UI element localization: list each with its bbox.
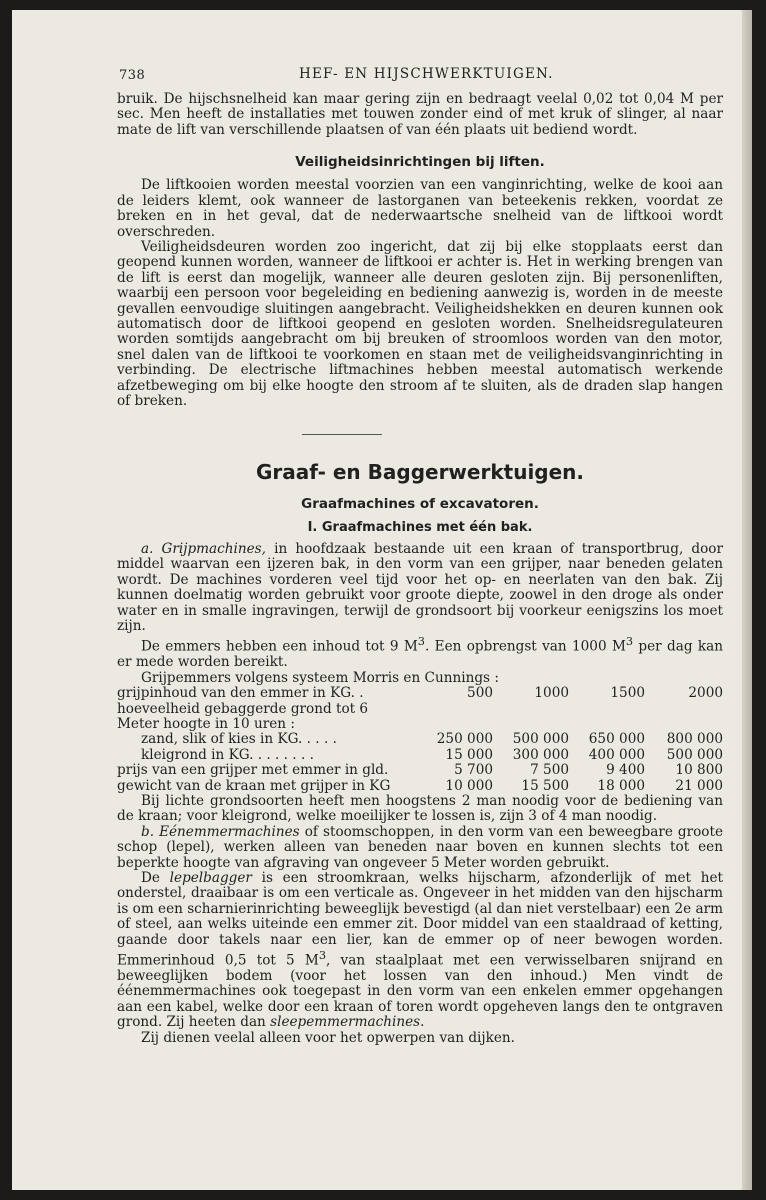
- single-bucket-paragraph: b. Eénemmermachines of stoomschoppen, in den vorm van een beweegbare groote schop (lepel), werken alleen van beneden naar boven en kunnen slechts tot een beperkte hoogte van afgraving van ongeveer 5 Meter worden gebruikt.: [117, 823, 724, 871]
- safety-heading: Veiligheidsinrichtingen bij liften.: [295, 154, 545, 170]
- page-spine-edge: [742, 10, 752, 1190]
- section-subtitle: Graafmachines of excavatoren.: [301, 496, 539, 512]
- final-line: Zij dienen veelal alleen voor het opwerpen van dijken.: [141, 1029, 515, 1046]
- drag-bucket-term: sleepemmermachines: [270, 1014, 421, 1031]
- section-title: Graaf- en Baggerwerktuigen.: [255, 460, 585, 484]
- table-row: zand, slik of kies in KG. . . . . 250 000 500 000 650 000 800 000: [141, 731, 723, 748]
- dredger-paragraph: De lepelbagger is een stroomkraan, welks hijscharm, afzonderlijk of met het onderstel, draaibaar is om een verticale as. Ongeveer in het midden van den hijscharm is om een scharnierinrichting beweeglijk bevestigd (al dan niet verstelbaar) een 2e arm of steel, aan welks uiteinde een emmer zit. Door middel van een staaldraad of ketting, gaande door takels naar een lier, kan de emmer op of neer bewogen worden. Emmerinhoud 0,5 tot 5 $M^3$, van staalplaat met een verwisselbaren snijrand en beweeglijken bodem (voor het lossen van den inhoud.) Men vindt de éénemmermachines ook toegepast in den vorm van een enkelen emmer opgehangen aan een kabel, welke door een kraan of toren wordt opgeheven langs den te ontgraven grond. Zij heeten dan sleepemmermachines.: [117, 870, 724, 1031]
- safety-paragraph-2: Veiligheidsdeuren worden zoo ingericht, dat zij bij elke stopplaats eerst dan geopend kunnen worden, wanneer de liftkooi er achter is. Het in werking brengen van de lift is eerst dan mogelijk, wanneer alle deuren gesloten zijn. Bij personenliften, waarbij een persoon voor begeleiding en bediening aanwezig is, worden in de meeste gevallen eenvoudige sluitingen aangebracht. Veiligheidshekken en deuren kunnen ook automatisch door de liftkooi geopend en gesloten worden. Snelheidsregulateuren worden somtijds aangebracht om bij breuken of stroomloos worden van den motor, snel dalen van de liftkooi te voorkomen en staan met de veiligheidsvanginrichting in verbinding. De electrische liftmachines hebben meestal automatisch werkende afzetbeweging om bij elke hoogte den stroom af te sluiten, als de draden slap hangen of breken.: [117, 239, 723, 410]
- lift-speed-paragraph: bruik. De hijschsnelheid kan maar gering zijn en bedraagt veelal 0,02 tot 0,04 M per sec. Men heeft de installaties met touwen zonder eind of met kruk of slinger, al naar mate de lift van verschillende plaatsen of van één plaats uit bediend wordt.: [117, 91, 723, 138]
- grab-label: a. Grijpmachines,: [141, 541, 266, 557]
- table-row: gewicht van de kraan met grijper in KG 10 000 15 500 18 000 21 000: [117, 777, 723, 794]
- safety-section: [117, 153, 723, 410]
- table-row: grijpinhoud van den emmer in KG. . 500 1000 1500 2000: [117, 685, 723, 702]
- table-row: prijs van een grijper met emmer in gld. 5 700 7 500 9 400 10 800: [117, 762, 723, 779]
- dredger-term: lepelbagger: [169, 870, 252, 887]
- page-header: [117, 62, 723, 86]
- running-title: HEF- EN HIJSCHWERKTUIGEN.: [299, 66, 554, 82]
- single-bucket-label: b. Eénemmermachines: [141, 823, 300, 840]
- book-page: [12, 10, 752, 1190]
- table-intro: Grijpemmers volgens systeem Morris en Cunnings :: [141, 669, 499, 686]
- excavation-section: [117, 460, 723, 1046]
- subsection-title: I. Graafmachines met één bak.: [307, 520, 533, 535]
- table-row: hoeveelheid gebaggerde grond tot 6: [117, 700, 369, 717]
- section-divider: [302, 434, 382, 435]
- safety-paragraph-1: De liftkooien worden meestal voorzien van een vanginrichting, welke de kooi aan de leiders klemt, ook wanneer de lastorganen van beteekenis rekken, voordat ze breken en in het geval, dat de nederwaartsche snelheid van de liftkooi wordt overschreden.: [117, 177, 723, 240]
- table-row: Meter hoogte in 10 uren :: [117, 716, 295, 732]
- page-number: 738: [119, 68, 146, 83]
- table-row: kleigrond in KG. . . . . . . . 15 000 300 000 400 000 500 000: [141, 746, 723, 763]
- grab-bucket-table: [117, 686, 723, 794]
- crew-paragraph: Bij lichte grondsoorten heeft men hoogstens 2 man noodig voor de bediening van de kraan; voor kleigrond, welke moeilijker te lossen is, zijn 3 of 4 man noodig.: [117, 793, 723, 825]
- grab-paragraph: a. Grijpmachines, in hoofdzaak bestaande uit een kraan of transportbrug, door middel waarvan een ijzeren bak, in den vorm van een grijper, naar beneden gelaten wordt. De machines vorderen veel tijd voor het op- en neerlaten van den bak. Zij kunnen doelmatig worden gebruikt voor groote diepte, zoowel in den droge als onder water en in smalle ingravingen, terwijl de grondsoort bij voorkeur eenigszins los moet zijn.: [117, 541, 723, 635]
- capacity-paragraph: De emmers hebben een inhoud tot 9 $M^3$. Een opbrengst van 1000 $M^3$ per dag kan er mede worden bereikt.: [117, 634, 723, 671]
